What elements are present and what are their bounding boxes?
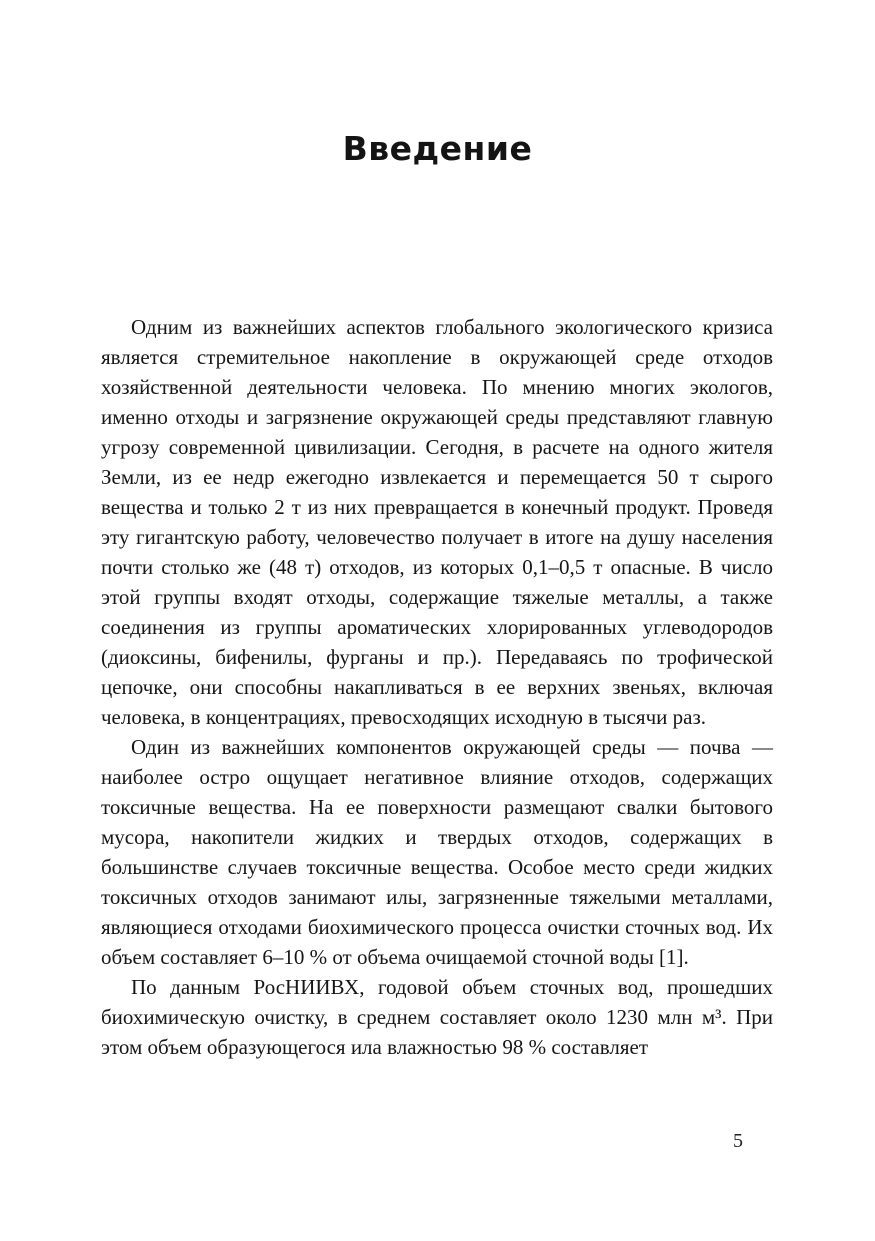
page-number: 5 <box>733 1130 743 1152</box>
page-title: Введение <box>342 129 533 168</box>
paragraph-3: По данным РосНИИВХ, годовой объем сточных вод, прошедших биохимическую очистку, в среднем составляет около 1230 млн м³. При этом объем образующегося ила влажностью 98 % составляет <box>101 975 773 1059</box>
paragraph-2: Один из важнейших компонентов окружающей среды — почва — наиболее остро ощущает негативное влияние отходов, содержащих токсичные вещества. На ее поверхности размещают свалки бытового мусора, накопители жидких и твердых отходов, содержащих в большинстве случаев токсичные вещества. Особое место среди жидких токсичных отходов занимают илы, загрязненные тяжелыми металлами, являющиеся отходами биохимического процесса очистки сточных вод. Их объем составляет 6–10 % от объема очищаемой сточной воды [1]. <box>101 735 773 969</box>
paragraph-1: Одним из важнейших аспектов глобального экологического кризиса является стремительное накопление в окружающей среде отходов хозяйственной деятельности человека. По мнению многих экологов, именно отходы и загрязнение окружающей среды представляют главную угрозу современной цивилизации. Сегодня, в расчете на одного жителя Земли, из ее недр ежегодно извлекается и перемещается 50 т сырого вещества и только 2 т из них превращается в конечный продукт. Проведя эту гигантскую работу, человечество получает в итоге на душу населения почти столько же (48 т) отходов, из которых 0,1–0,5 т опасные. В число этой группы входят отходы, содержащие тяжелые металлы, а также соединения из группы ароматических хлорированных углеводородов (диоксины, бифенилы, фурганы и пр.). Передаваясь по трофической цепочке, они способны накапливаться в ее верхних звеньях, включая человека, в концентрациях, превосходящих исходную в тысячи раз. <box>101 315 773 729</box>
body-text <box>101 312 773 1062</box>
